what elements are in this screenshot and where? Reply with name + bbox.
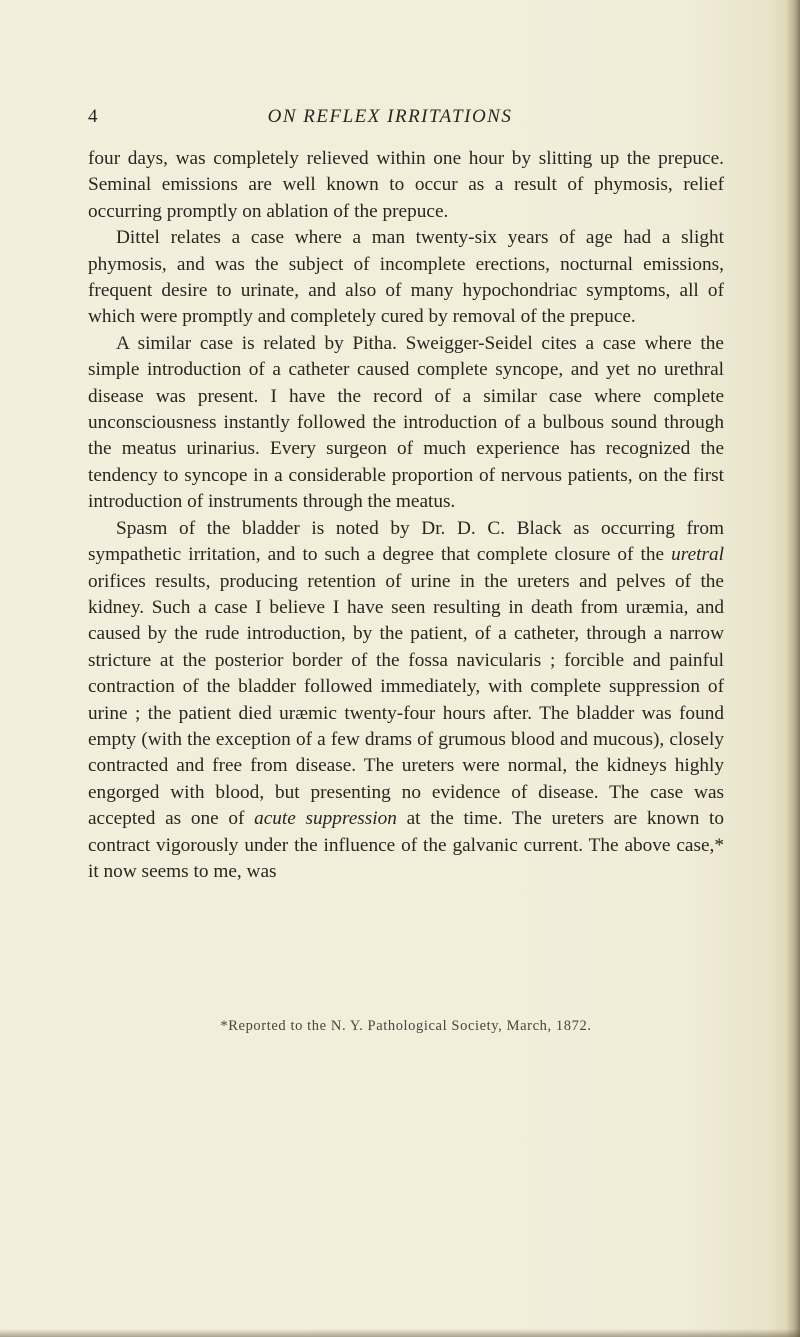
page-header [40, 106, 740, 132]
paragraph-4-text-b: orifices results, producing retention of urine in the ureters and pelves of the kidney. Such a case I believe I have seen resulting in death from uræmia, and caused by the rude introduction, by the patient, of a catheter, through a narrow stricture at the posterior border of the fossa navicularis ; forcible and painful contraction of the bladder followed immediately, with complete suppression of urine ; the patient died uræmic twenty-four hours after. The bladder was found empty (with the exception of a few drams of grumous blood and mucous), closely contracted and free from disease. The ureters were normal, the kidneys highly engorged with blood, but presenting no evidence of disease. The case was accepted as one of [88, 570, 724, 830]
paragraph-1-text: four days, was completely relieved within one hour by slitting up the prepuce. Seminal emissions are well known to occur as a result of phymosis, relief occurring promptly on ablation of the prepuce. [88, 148, 724, 222]
paragraph-1 [88, 146, 724, 225]
paragraph-4 [88, 516, 724, 886]
running-title: ON REFLEX IRRITATIONS [267, 106, 513, 127]
body-text [88, 146, 724, 885]
paragraph-2 [88, 225, 724, 331]
paragraph-3 [88, 331, 724, 516]
page-edge-shadow [786, 0, 800, 1337]
paragraph-4-text-a: Spasm of the bladder is noted by Dr. D. C. Black as occurring from sympathetic irritation, and to such a degree that complete closure of the [88, 517, 724, 566]
italic-acute-suppression: acute suppression [254, 808, 397, 830]
italic-uretral: uretral [671, 544, 724, 566]
paragraph-3-text: A similar case is related by Pitha. Sweigger-Seidel cites a case where the simple introduction of a catheter caused complete syncope, and yet no urethral disease was present. I have the record of a similar case where complete unconsciousness instantly followed the introduction of a bulbous sound through the meatus urinarius. Every surgeon of much experience has recognized the tendency to syncope in a considerable proportion of nervous patients, on the first introduction of instruments through the meatus. [88, 332, 724, 513]
paragraph-4-text-c: at the time. The ureters are known to contract vigorously under the influence of the galvanic current. The above case,* it now seems to me, was [88, 808, 725, 882]
footnote: *Reported to the N. Y. Pathological Society, March, 1872. [220, 1018, 592, 1034]
paragraph-2-text: Dittel relates a case where a man twenty-six years of age had a slight phymosis, and was the subject of incomplete erections, nocturnal emissions, frequent desire to urinate, and also of many hypochondriac symptoms, all of which were promptly and completely cured by removal of the prepuce. [88, 227, 724, 328]
page-bottom-shadow [0, 1329, 800, 1337]
page-number: 4 [88, 106, 98, 127]
